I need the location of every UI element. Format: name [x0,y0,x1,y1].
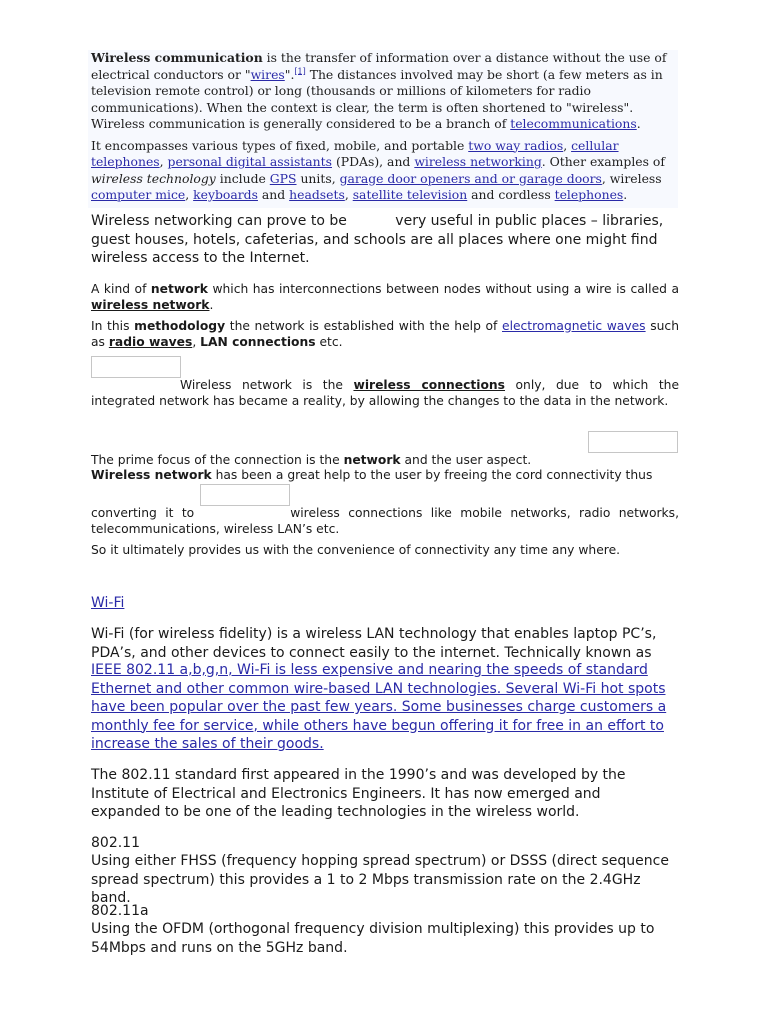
paragraph-ultimately: So it ultimately provides us with the convenience of connectivity any time any where. [91,543,621,557]
reference-link[interactable]: [1] [294,66,306,76]
empty-text-box-3 [200,484,290,506]
wifi-link-line[interactable]: Ethernet and other common wire-based LAN technologies. Several Wi-Fi hot spots [91,680,666,697]
wifi-link-line[interactable]: increase the sales of their goods. [91,736,324,752]
link-wireless-networking[interactable]: wireless networking [414,154,542,169]
heading-802-11: 802.11 [91,835,140,851]
wifi-heading-link[interactable]: Wi-Fi [91,595,125,611]
paragraph-network-definition: A kind of network which has interconnections between nodes without using a wire is called a wireless network. [91,282,679,312]
paragraph-methodology: In this methodology the network is established with the help of electromagnetic waves such as radio waves, LAN connections etc. [91,319,679,349]
wifi-link-line[interactable]: IEEE 802.11 a,b,g,n, Wi-Fi is less expensive and nearing the speeds of standard [91,662,648,678]
link-electromagnetic-waves[interactable]: electromagnetic waves [502,319,646,333]
wifi-link-line[interactable]: monthly fee for service, while others have begun offering it for free in an effort to [91,717,664,734]
wiki-term: Wireless communication [91,50,263,65]
paragraph-wireless-connections: Wireless network is the wireless connections only, due to which the integrated network has became a reality, by allowing the changes to the data in the network. [91,378,680,408]
link-personal-digital-assistants[interactable]: personal digital assistants [167,154,332,169]
paragraph-standard-history: The 802.11 standard first appeared in the 1990’s and was developed by the Institute of Electrical and Electronics Engineers. It has now emerged and expanded to be one of the leading technologies in the wireless world. [91,767,626,820]
link-cellular-telephones[interactable]: cellular telephones [91,137,619,169]
link-two-way-radios[interactable]: two way radios [468,137,564,153]
wifi-link-line[interactable]: have been popular over the past few years. Some businesses charge customers a [91,699,667,715]
paragraph-802-11: Using either FHSS (frequency hopping spread spectrum) or DSSS (direct sequence spread spectrum) this provides a 1 to 2 Mbps transmission rate on the 2.4GHz band. [91,853,669,906]
paragraph-802-11a: Using the OFDM (orthogonal frequency division multiplexing) this provides up to 54Mbps and runs on the 5GHz band. [91,921,655,956]
paragraph-great-help: Wireless network has been a great help to the user by freeing the cord connectivity thus [91,468,653,482]
heading-802-11a: 802.11a [91,903,149,919]
paragraph-wifi-intro: Wi-Fi (for wireless fidelity) is a wireless LAN technology that enables laptop PC’s, PDA’s, and other devices to connect easily to the internet. Technically known as [91,626,657,661]
empty-text-box-1 [91,356,181,378]
wiki-paragraph-definition: Wireless communication is the transfer of information over a distance without the use of electrical conductors or "wires".[1] The distances involved may be short (a few meters as in television remote control) or long (thousands or millions of kilometers for radio communications). When the context is clear, the term is often shortened to "wireless". Wireless communication is generally considered to be a branch of telecommunications. [91,50,667,131]
link-keyboards[interactable]: keyboards [193,187,258,202]
link-telephones[interactable]: telephones [554,187,624,202]
link-computer-mice[interactable]: computer mice [91,187,186,202]
link-telecommunications[interactable]: telecommunications [510,116,637,131]
wifi-ieee-link-block [91,661,666,754]
link-wires[interactable]: wires [250,66,285,82]
link-wireless-network[interactable]: wireless network [91,297,210,312]
wiki-paragraph-examples: It encompasses various types of fixed, mobile, and portable two way radios, cellular telephones, personal digital assistants (PDAs), and wireless networking. Other examples of wireless technology include GPS units, garage door openers and or garage doors, wireless computer mice, keyboards and headsets, satellite television and cordless telephones. [91,137,665,202]
link-satellite-television[interactable]: satellite television [352,187,468,202]
empty-text-box-2 [588,431,678,453]
wikipedia-excerpt [88,50,678,208]
link-gps[interactable]: GPS [269,170,297,186]
link-wireless-connections[interactable]: wireless connections [353,378,506,392]
paragraph-prime-focus: The prime focus of the connection is the network and the user aspect. [91,453,532,467]
link-radio-waves[interactable]: radio waves [108,334,193,349]
paragraph-converting: converting it to wireless connections like mobile networks, radio networks, telecommunications, wireless LAN’s etc. [91,506,679,536]
paragraph-public-places: Wireless networking can prove to be very useful in public places – libraries, guest houses, hotels, cafeterias, and schools are all places where one might find wireless access to the Internet. [91,213,664,266]
link-headsets[interactable]: headsets [289,187,345,202]
link-garage-door-openers[interactable]: garage door openers and or garage doors [339,170,602,186]
